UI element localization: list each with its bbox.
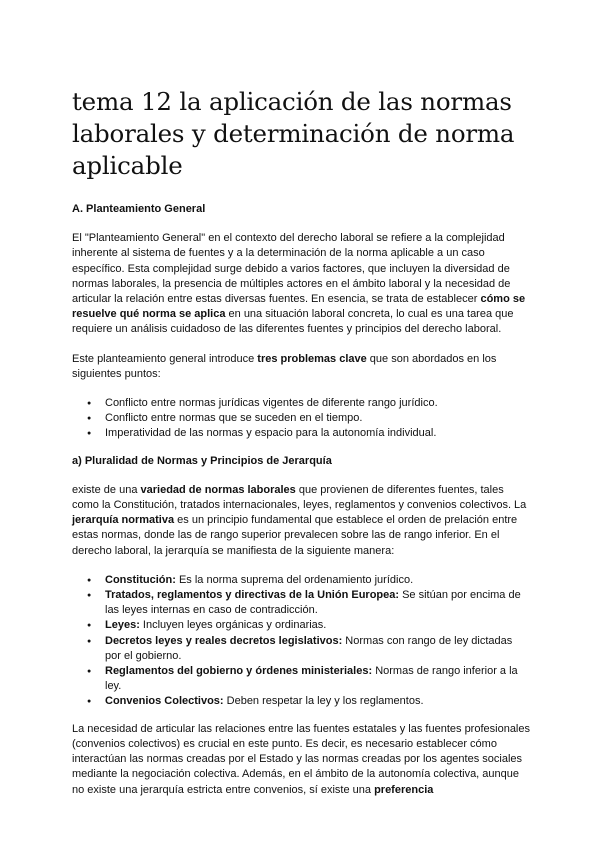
section-a1-paragraph-2 xyxy=(72,722,530,798)
text-run: El "Planteamiento General" en el contexto del derecho laboral se refiere a la complejidad inherente al sistema de fuentes y a la determinación de la norma aplicable a un caso específico. Esta complejidad surge debido a varios factores, que incluyen la diversidad de normas laborales, la presencia de múltiples actores en el ámbito laboral y la necesidad de articular la relación entre estas diversas fuentes. En esencia, se trata de establecer xyxy=(72,232,511,306)
list-item xyxy=(105,573,530,588)
section-a-paragraph-1 xyxy=(72,231,530,337)
list-item: ● Imperatividad de las normas y espacio para la autonomía individual. xyxy=(105,426,530,441)
text-run: que son abordados en los siguientes puntos: xyxy=(72,352,497,380)
list-item-term: Tratados, reglamentos y directivas de la Unión Europea: xyxy=(105,589,400,602)
list-item: ● Conflicto entre normas jurídicas vigentes de diferente rango jurídico. xyxy=(105,396,530,411)
text-run: en una situación laboral concreta, lo cual es una tarea que requiere un análisis cuidadoso de las diferentes fuentes y principios del derecho laboral. xyxy=(72,308,514,336)
list-item-term: Reglamentos del gobierno y órdenes ministeriales: xyxy=(105,665,373,678)
hierarchy-list xyxy=(72,573,530,710)
list-item xyxy=(105,618,530,633)
list-item xyxy=(105,694,530,709)
text-run: existe de una xyxy=(72,483,141,496)
list-item xyxy=(105,664,530,694)
list-item-desc: Incluyen leyes orgánicas y ordinarias. xyxy=(139,619,327,632)
section-a-heading: A. Planteamiento General xyxy=(72,203,206,215)
list-item-term: Decretos leyes y reales decretos legislativos: xyxy=(105,634,343,647)
section-a1-heading: a) Pluralidad de Normas y Principios de Jerarquía xyxy=(72,454,332,467)
list-item: ● Conflicto entre normas que se suceden en el tiempo. xyxy=(105,411,530,426)
section-a-paragraph-2 xyxy=(72,352,530,382)
list-item-desc: Normas con rango de ley dictadas por el gobierno. xyxy=(105,634,513,662)
text-run: que provienen de diferentes fuentes, tales como la Constitución, tratados internacionales, leyes, reglamentos y convenios colectivos. La xyxy=(72,483,527,512)
emphasis-text: preferencia xyxy=(374,783,434,796)
emphasis-text: tres problemas clave xyxy=(257,352,367,365)
list-item-desc: Es la norma suprema del ordenamiento jurídico. xyxy=(175,573,414,586)
problems-list xyxy=(72,396,530,442)
section-a1-paragraph-1 xyxy=(72,483,530,559)
list-item-desc: Se sitúan por encima de las leyes internas en caso de contradicción. xyxy=(105,589,521,617)
emphasis-text: cómo se resuelve qué norma se aplica xyxy=(72,293,526,321)
list-item-desc: Normas de rango inferior a la ley. xyxy=(105,665,518,693)
list-item-term: Leyes: xyxy=(105,619,140,632)
list-item-term: Convenios Colectivos: xyxy=(105,695,224,708)
text-run: La necesidad de articular las relaciones entre las fuentes estatales y las fuentes profesionales (convenios colectivos) es crucial en este punto. Es decir, es necesario establecer cómo interactúan las normas creadas por el Estado y las normas creadas por los agentes sociales mediante la negociación colectiva. Además, en el ámbito de la autonomía colectiva, aunque no existe una jerarquía estricta entre convenios, sí existe una xyxy=(72,722,530,796)
document-title: tema 12 la aplicación de las normas laborales y determinación de norma aplicable xyxy=(72,87,515,180)
list-item-term: Constitución: xyxy=(105,573,176,586)
emphasis-text: variedad de normas laborales xyxy=(140,483,296,496)
emphasis-text: jerarquía normativa xyxy=(72,514,175,527)
list-item xyxy=(105,588,530,618)
text-run: Este planteamiento general introduce xyxy=(72,352,258,365)
document-page xyxy=(72,86,530,812)
text-run: es un principio fundamental que establece el orden de prelación entre estas normas, donde las de rango superior prevalecen sobre las de rango inferior. En el derecho laboral, la jerarquía se manifiesta de la siguiente manera: xyxy=(72,514,518,557)
list-item-desc: Deben respetar la ley y los reglamentos. xyxy=(223,695,424,708)
list-item xyxy=(105,634,530,664)
